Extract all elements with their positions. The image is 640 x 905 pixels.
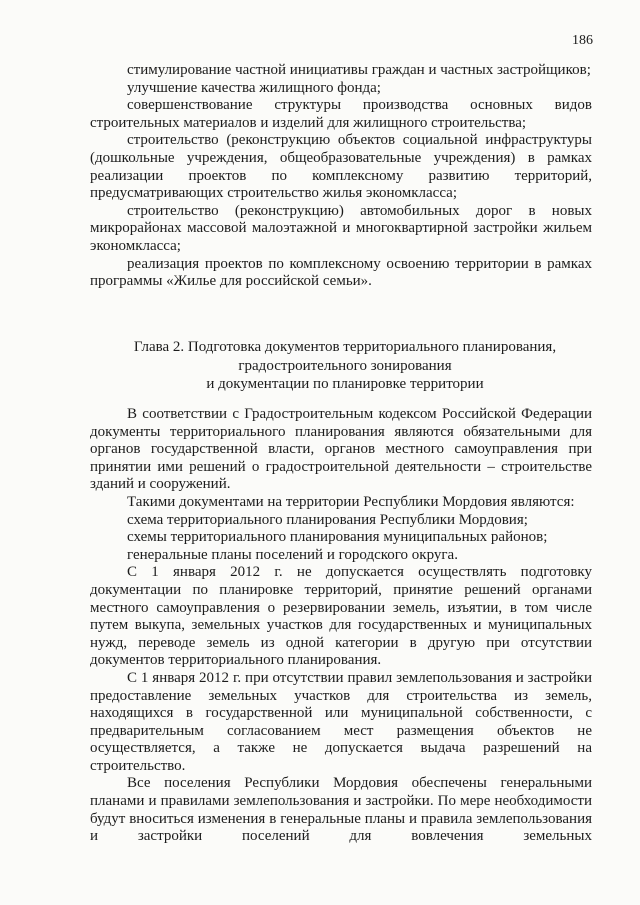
body-paragraph: Все поселения Республики Мордовия обеспечены генеральными планами и правилами землепользования и застройки. По мере необходимости будут вноситься изменения в генеральные планы и правила землепользования и застройки поселений для вовлечения земельных: [90, 775, 592, 845]
body-paragraph: В соответствии с Градостроительным кодексом Российской Федерации документы территориального планирования являются обязательными для органов государственной власти, органов местного самоуправления при принятии ими решений о градостроительной деятельности – строительстве зданий и сооружений.: [90, 406, 592, 493]
chapter-title-line: и документации по планировке территории: [206, 376, 484, 393]
body-list-item: генеральные планы поселений и городского округа.: [127, 546, 458, 563]
list-item: реализация проектов по комплексному освоению территории в рамках программы «Жилье для российской семьи».: [90, 255, 592, 290]
page-number: 186: [572, 33, 593, 48]
list-item: совершенствование структуры производства основных видов строительных материалов и изделий для жилищного строительства;: [90, 97, 592, 131]
measures-list: [90, 62, 592, 291]
chapter-title-line: градостроительного зонирования: [238, 357, 452, 374]
body-paragraph: С 1 января 2012 г. при отсутствии правил землепользования и застройки предоставление земельных участков для строительства из земель, находящихся в государственной или муниципальной собственности, с предварительным согласованием мест размещения объектов не осуществляется, а также не допускается выдача разрешений на строительство.: [90, 669, 592, 774]
body-paragraph: Такими документами на территории Республики Мордовия являются:: [127, 493, 575, 510]
body-list-item: схема территориального планирования Республики Мордовия;: [127, 511, 528, 528]
chapter-title: [110, 338, 580, 394]
list-item: строительство (реконструкцию объектов социальной инфраструктуры (дошкольные учреждения, общеобразовательные учреждения) в рамках реализации проектов по комплексному развитию территорий, предусматривающих строительство жилья экономкласса;: [90, 132, 592, 202]
body-list-item: схемы территориального планирования муниципальных районов;: [127, 529, 548, 546]
list-item: улучшение качества жилищного фонда;: [127, 79, 381, 96]
list-item: стимулирование частной инициативы граждан и частных застройщиков;: [127, 62, 591, 78]
chapter-title-line: Глава 2. Подготовка документов территориального планирования,: [133, 339, 557, 355]
chapter-body: [90, 406, 592, 846]
body-paragraph: С 1 января 2012 г. не допускается осуществлять подготовку документации по планировке территорий, принятие решений органами местного самоуправления о резервировании земель, изъятии, в том числе путем выкупа, земельных участков для государственных и муниципальных нужд, переводе земель из одной категории в другую при отсутствии документов территориального планирования.: [90, 564, 592, 669]
list-item: строительство (реконструкцию) автомобильных дорог в новых микрорайонах массовой малоэтажной и многоквартирной застройки жильем экономкласса;: [90, 202, 592, 254]
